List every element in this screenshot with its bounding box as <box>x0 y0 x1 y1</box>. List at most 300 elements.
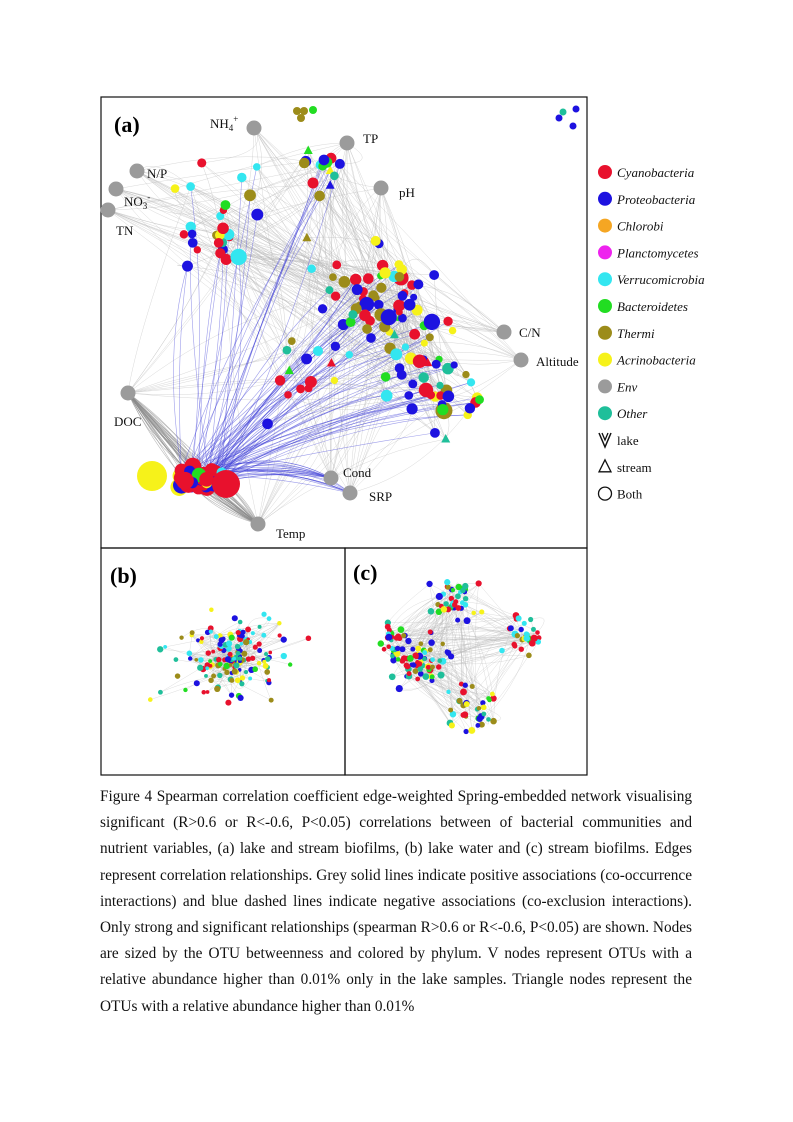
otu-node <box>240 630 245 635</box>
otu-node <box>171 184 180 193</box>
legend-swatch <box>598 406 612 420</box>
otu-node <box>209 664 213 668</box>
otu-node <box>229 692 234 697</box>
env-node <box>247 121 262 136</box>
otu-node <box>288 662 292 666</box>
otu-node <box>386 644 391 649</box>
otu-node <box>186 182 195 191</box>
otu-node <box>430 428 440 438</box>
otu-node <box>374 300 384 310</box>
env-node <box>121 386 136 401</box>
otu-node <box>381 372 391 382</box>
otu-node <box>269 698 274 703</box>
otu-node <box>441 606 447 612</box>
otu-node <box>463 729 468 734</box>
otu-node <box>444 579 450 585</box>
otu-node <box>350 274 361 285</box>
otu-node <box>314 191 325 202</box>
otu-node <box>452 602 457 607</box>
otu-node <box>413 652 419 658</box>
otu-node <box>251 631 255 635</box>
otu-node <box>398 626 405 633</box>
legend-label: Thermi <box>617 325 655 341</box>
otu-node <box>214 238 224 248</box>
otu-node <box>262 418 273 429</box>
otu-node <box>437 404 448 415</box>
otu-node <box>198 657 204 663</box>
legend-label: Chlorobi <box>617 218 664 234</box>
otu-node <box>239 681 244 686</box>
legend-label: stream <box>617 459 652 475</box>
legend-label: Bacteroidetes <box>617 299 688 314</box>
legend <box>598 165 705 502</box>
otu-node <box>405 638 411 644</box>
otu-node <box>209 630 213 634</box>
otu-node <box>281 636 287 642</box>
otu-node <box>261 612 266 617</box>
otu-node <box>429 270 439 280</box>
otu-node <box>180 230 188 238</box>
otu-node <box>395 272 405 282</box>
otu-node <box>301 353 312 364</box>
otu-node <box>148 697 153 702</box>
env-node-label: $NH_4^+$ <box>210 114 239 133</box>
otu-node <box>479 609 484 614</box>
otu-node <box>296 384 305 393</box>
legend-label: Other <box>617 406 648 422</box>
otu-node <box>325 286 333 294</box>
otu-node <box>211 673 216 678</box>
otu-node <box>163 645 167 649</box>
otu-node <box>448 708 453 713</box>
otu-node-stream <box>441 434 450 443</box>
otu-node <box>137 461 167 491</box>
otu-node <box>443 601 449 607</box>
otu-node <box>190 630 195 635</box>
otu-node <box>346 351 354 359</box>
otu-node <box>199 472 214 487</box>
otu-node <box>246 656 251 661</box>
otu-node <box>230 249 246 265</box>
otu-node <box>175 673 181 679</box>
otu-node <box>352 284 363 295</box>
otu-node <box>482 712 487 717</box>
otu-node <box>232 615 238 621</box>
otu-node <box>410 647 415 652</box>
otu-node <box>275 375 285 385</box>
otu-node <box>413 279 423 289</box>
otu-node <box>197 665 203 671</box>
otu-node <box>362 324 372 334</box>
env-node <box>324 471 339 486</box>
otu-node <box>226 640 232 646</box>
otu-node <box>264 652 268 656</box>
otu-node <box>176 472 194 490</box>
legend-label: Cyanobacteria <box>617 165 695 180</box>
otu-node <box>395 633 401 639</box>
otu-node <box>436 382 443 389</box>
otu-node <box>206 650 211 655</box>
otu-node <box>455 618 460 623</box>
otu-node <box>463 683 468 688</box>
otu-node <box>385 624 391 630</box>
caption-text: Figure 4 Spearman correlation coefficient edge-weighted Spring-embedded network visualising significant (R>0.6 or R<-0.6, P<0.05) correlations between of bacterial communities and nutrient variables, (a) lake and stream biofilms, (b) lake water and (c) stream biofilms. Edges represent correlation relationships. Grey solid lines indicate positive associations (co-occurrence interactions) and blue dashed lines indicate negative associations (co-exclusion interactions). Only strong and significant relationships (spearman R>0.6 or R<-0.6, P<0.05) are shown. Nodes are sized by the OTU betweenness and colored by phylum. V nodes represent OTUs with a relative abundance higher than 0.01% only in the lake samples. Triangle nodes represent the OTUs with a relative abundance higher than 0.01% <box>100 788 692 1015</box>
legend-swatch <box>598 326 612 340</box>
otu-node <box>330 172 339 181</box>
otu-node <box>415 660 420 665</box>
otu-node <box>218 662 223 667</box>
otu-node <box>366 333 376 343</box>
otu-node <box>519 647 524 652</box>
otu-node <box>248 676 252 680</box>
otu-node <box>531 627 536 632</box>
otu-node <box>306 635 312 641</box>
env-node <box>514 353 529 368</box>
otu-node <box>225 656 231 662</box>
otu-node <box>245 627 251 633</box>
otu-node <box>209 608 213 612</box>
lake-v-icon <box>602 433 608 440</box>
figure-caption <box>100 784 692 1020</box>
otu-node <box>415 677 420 682</box>
otu-node <box>516 615 522 621</box>
env-node-label: TP <box>363 131 379 146</box>
otu-node <box>313 346 323 356</box>
otu-node <box>232 668 238 674</box>
otu-node <box>331 377 338 384</box>
otu-node <box>573 106 580 113</box>
otu-node <box>529 640 536 647</box>
otu-node <box>470 684 475 689</box>
otu-node <box>381 309 397 325</box>
otu-node <box>220 200 230 210</box>
otu-node <box>424 314 440 330</box>
otu-node <box>281 653 287 659</box>
otu-node <box>244 189 256 201</box>
otu-node <box>448 653 454 659</box>
legend-label: Proteobacteria <box>617 191 696 207</box>
otu-node <box>389 673 396 680</box>
env-node-label: TN <box>116 223 134 238</box>
otu-node <box>526 653 532 659</box>
otu-node <box>427 391 435 399</box>
otu-node <box>535 630 540 635</box>
panel-a-label: (a) <box>114 112 140 137</box>
env-node <box>497 325 512 340</box>
env-node <box>374 181 389 196</box>
otu-node <box>305 376 317 388</box>
otu-node <box>188 238 198 248</box>
otu-node <box>174 657 179 662</box>
positive-edge <box>331 315 365 478</box>
otu-node <box>396 685 403 692</box>
otu-node-stream <box>326 180 335 189</box>
otu-node <box>445 585 450 590</box>
legend-swatch <box>598 353 612 367</box>
otu-node <box>283 346 292 355</box>
otu-node <box>216 657 221 662</box>
otu-node <box>395 363 405 373</box>
otu-node <box>515 633 520 638</box>
otu-node <box>257 648 262 653</box>
otu-node <box>217 673 222 678</box>
otu-node <box>422 673 429 680</box>
legend-swatch <box>598 299 612 313</box>
otu-node <box>402 343 409 350</box>
env-node-label: SRP <box>369 489 393 504</box>
otu-node <box>428 608 435 615</box>
otu-node <box>556 115 563 122</box>
otu-node <box>348 310 357 319</box>
otu-node <box>395 260 404 269</box>
stream-triangle-icon <box>599 460 611 472</box>
otu-node <box>214 634 219 639</box>
otu-node <box>418 666 423 671</box>
otu-node <box>212 470 240 498</box>
legend-swatch <box>598 165 612 179</box>
legend-label: Env <box>617 379 638 395</box>
env-node-label: N/P <box>147 166 168 181</box>
env-node-label: Temp <box>276 526 306 541</box>
otu-node <box>252 666 258 672</box>
otu-node <box>238 620 243 625</box>
env-node-label: C/N <box>519 325 541 340</box>
otu-node <box>329 273 337 281</box>
otu-node <box>187 651 193 657</box>
otu-node <box>237 173 246 182</box>
otu-node <box>379 267 390 278</box>
otu-node <box>194 246 201 253</box>
otu-node <box>432 360 441 369</box>
otu-node <box>251 209 263 221</box>
legend-swatch <box>598 379 612 393</box>
otu-node <box>415 646 421 652</box>
otu-node <box>188 656 192 660</box>
otu-node <box>508 625 514 631</box>
otu-node <box>183 688 187 692</box>
otu-node <box>205 666 209 670</box>
negative-edge <box>199 249 223 481</box>
otu-node <box>308 178 319 189</box>
otu-node <box>201 690 205 694</box>
otu-node <box>238 695 244 701</box>
otu-node <box>381 390 393 402</box>
positive-edge <box>388 584 430 623</box>
otu-node <box>257 661 262 666</box>
otu-node <box>318 304 327 313</box>
otu-node <box>263 663 269 669</box>
panel-b-nodes <box>148 608 311 706</box>
otu-node <box>268 651 272 655</box>
panel-c-label: (c) <box>353 560 378 585</box>
otu-node <box>407 403 418 414</box>
otu-node <box>476 580 482 586</box>
otu-node <box>267 678 271 682</box>
otu-node <box>253 163 261 171</box>
otu-node <box>464 701 470 707</box>
otu-node <box>455 593 461 599</box>
otu-node <box>376 283 386 293</box>
env-node <box>101 203 116 218</box>
otu-node <box>240 642 244 646</box>
otu-node <box>241 651 247 657</box>
otu-node <box>253 645 258 650</box>
otu-node <box>438 672 445 679</box>
otu-node <box>363 273 374 284</box>
otu-node <box>243 639 249 645</box>
otu-node <box>335 159 345 169</box>
legend-label: Verrucomicrobia <box>617 272 705 288</box>
otu-node <box>413 668 419 674</box>
otu-node <box>465 403 475 413</box>
otu-node <box>339 276 351 288</box>
env-node-label: $NO_3^-$ <box>124 192 151 211</box>
env-node <box>130 164 145 179</box>
otu-node <box>476 715 483 722</box>
otu-node <box>443 391 455 403</box>
otu-node <box>158 690 163 695</box>
positive-edge <box>108 210 318 351</box>
otu-node <box>421 340 428 347</box>
otu-node <box>197 158 206 167</box>
legend-swatch <box>598 245 612 259</box>
otu-node <box>481 705 487 711</box>
otu-node <box>443 317 452 326</box>
otu-node <box>240 675 245 680</box>
otu-node <box>309 106 317 114</box>
otu-node <box>199 640 203 644</box>
otu-node <box>229 678 234 683</box>
otu-node <box>462 583 468 589</box>
otu-node <box>457 698 463 704</box>
otu-node <box>297 114 305 122</box>
otu-node <box>451 588 455 592</box>
env-node <box>343 486 358 501</box>
otu-node <box>332 260 341 269</box>
otu-node <box>460 712 466 718</box>
otu-node <box>570 123 577 130</box>
otu-node <box>319 155 330 166</box>
otu-node <box>480 700 485 705</box>
otu-node <box>428 630 433 635</box>
env-node <box>251 517 266 532</box>
otu-node <box>228 652 233 657</box>
otu-node <box>419 641 424 646</box>
env-node-label: DOC <box>114 414 142 429</box>
otu-node <box>235 677 241 683</box>
otu-node <box>360 297 375 312</box>
otu-node <box>407 671 412 676</box>
otu-node <box>200 636 204 640</box>
env-node-label: Cond <box>343 465 372 480</box>
otu-node <box>449 722 455 728</box>
legend-label: Acrinobacteria <box>617 352 696 368</box>
otu-node <box>512 643 517 648</box>
otu-node <box>523 635 530 642</box>
otu-node <box>422 650 427 655</box>
otu-node <box>395 646 400 651</box>
legend-swatch <box>598 192 612 206</box>
otu-node <box>208 678 213 683</box>
otu-node <box>475 723 480 728</box>
otu-node <box>293 107 301 115</box>
otu-node <box>398 291 408 301</box>
otu-node <box>244 670 248 674</box>
otu-node <box>467 378 475 386</box>
otu-node <box>278 633 282 637</box>
positive-edge <box>128 187 191 393</box>
otu-node <box>211 650 215 654</box>
otu-node <box>463 602 469 608</box>
otu-node <box>430 657 435 662</box>
otu-node <box>217 642 222 647</box>
otu-node <box>408 380 417 389</box>
otu-node <box>449 327 456 334</box>
otu-node <box>401 633 406 638</box>
otu-node <box>284 391 292 399</box>
otu-node <box>217 222 229 234</box>
otu-node <box>157 646 163 652</box>
legend-swatch <box>598 219 612 233</box>
otu-node <box>232 657 236 661</box>
otu-node <box>264 669 270 675</box>
otu-node <box>299 158 310 169</box>
env-node <box>340 136 355 151</box>
otu-node <box>267 616 272 621</box>
otu-node <box>405 663 411 669</box>
otu-node <box>437 658 442 663</box>
otu-node <box>235 644 241 650</box>
otu-node <box>409 329 420 340</box>
otu-node <box>451 361 458 368</box>
otu-node <box>261 633 266 638</box>
otu-node <box>235 663 239 667</box>
env-node-label: pH <box>399 185 415 200</box>
otu-node <box>258 625 262 629</box>
otu-node <box>378 640 384 646</box>
otu-node <box>426 581 432 587</box>
otu-node <box>331 342 340 351</box>
otu-node <box>390 654 395 659</box>
legend-label: Planctomycetes <box>617 245 699 261</box>
otu-node <box>214 686 220 692</box>
otu-node <box>229 663 233 667</box>
otu-node <box>436 664 441 669</box>
otu-node <box>446 690 450 694</box>
panel-c-frame <box>345 548 587 775</box>
otu-node <box>464 617 471 624</box>
otu-node <box>182 261 193 272</box>
legend-label: lake <box>617 433 639 448</box>
otu-node <box>460 688 467 695</box>
otu-node <box>430 665 435 670</box>
otu-node <box>277 621 281 625</box>
panel-b-label: (b) <box>110 563 137 588</box>
otu-node <box>518 627 523 632</box>
otu-node <box>490 718 497 725</box>
otu-node <box>404 391 413 400</box>
otu-node <box>477 706 482 711</box>
otu-node <box>194 680 200 686</box>
otu-node <box>522 621 527 626</box>
otu-node <box>428 639 435 646</box>
otu-node <box>440 642 445 647</box>
otu-node <box>499 648 505 654</box>
otu-node <box>204 674 208 678</box>
otu-node <box>399 646 405 652</box>
otu-node <box>418 372 429 383</box>
legend-swatch <box>598 272 612 286</box>
